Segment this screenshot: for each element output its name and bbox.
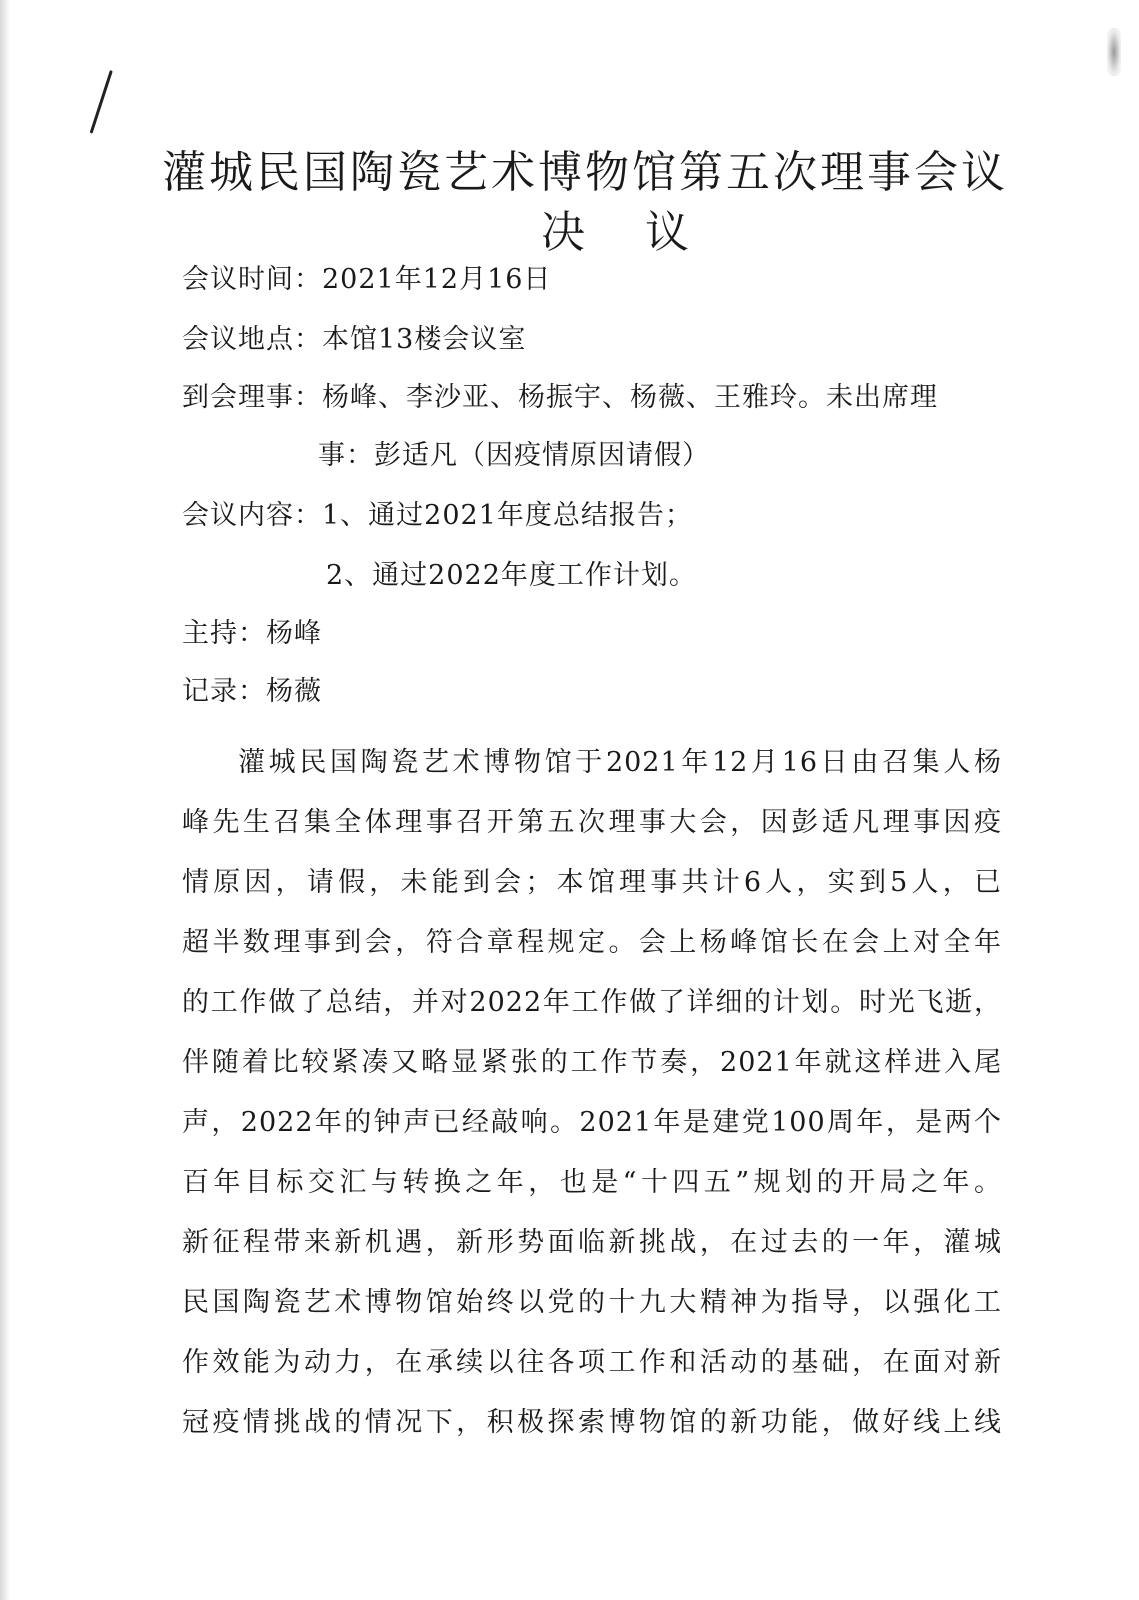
body-line: 超半数理事到会，符合章程规定。会上杨峰馆长在会上对全年 [182,927,1002,958]
meeting-content-label: 会议内容： [182,500,322,531]
body-line: 新征程带来新机遇，新形势面临新挑战，在过去的一年，灌城 [182,1227,1002,1258]
absent-line: 事：彭适凡（因疫情原因请假） [318,440,710,471]
host-label: 主持： [182,618,266,649]
recorder-label: 记录： [182,676,266,707]
meeting-place-value: 本馆13楼会议室 [322,324,527,355]
document-title: 灌城民国陶瓷艺术博物馆第五次理事会议 [162,147,1008,198]
host-value: 杨峰 [266,618,322,649]
meeting-place-label: 会议地点： [182,324,322,355]
recorder-value: 杨薇 [266,676,322,707]
meeting-time-value: 2021年12月16日 [322,264,552,295]
scan-speck [1107,28,1121,76]
body-line: 冠疫情挑战的情况下，积极探索博物馆的新功能，做好线上线 [182,1407,1002,1438]
body-line: 声，2022年的钟声已经敲响。2021年是建党100周年，是两个 [182,1107,1002,1138]
meeting-place-line [182,320,526,360]
host-line [182,614,322,654]
meeting-content-line [182,496,693,536]
body-paragraph [182,733,1002,1453]
body-line: 峰先生召集全体理事召开第五次理事大会，因彭适凡理事因疫 [182,807,1002,838]
body-line: 作效能为动力，在承续以往各项工作和活动的基础，在面对新 [182,1347,1002,1378]
attendees-value: 杨峰、李沙亚、杨振宇、杨薇、王雅玲。未出席理 [322,382,938,413]
recorder-line [182,672,322,712]
document-title-line2: 决议 [541,207,749,258]
meeting-time-line [182,260,551,300]
body-line: 灌城民国陶瓷艺术博物馆于2021年12月16日由召集人杨 [238,747,1002,778]
meeting-content-item-1: 1、通过2021年度总结报告； [322,500,693,531]
body-line: 百年目标交汇与转换之年，也是“十四五”规划的开局之年。 [182,1167,1002,1198]
body-line: 的工作做了总结，并对2022年工作做了详细的计划。时光飞逝， [182,987,1002,1018]
scan-edge-shadow [0,0,10,1600]
body-line: 民国陶瓷艺术博物馆始终以党的十九大精神为指导，以强化工 [182,1287,1002,1318]
meeting-time-label: 会议时间： [182,264,322,295]
attendees-label: 到会理事： [182,382,322,413]
body-line: 伴随着比较紧凑又略显紧张的工作节奏，2021年就这样进入尾 [182,1047,1002,1078]
attendees-line [182,378,938,418]
body-line: 情原因，请假，未能到会；本馆理事共计6人，实到5人，已 [182,867,1002,898]
meeting-content-item-2: 2、通过2022年度工作计划。 [326,560,697,591]
pen-mark [90,70,113,134]
